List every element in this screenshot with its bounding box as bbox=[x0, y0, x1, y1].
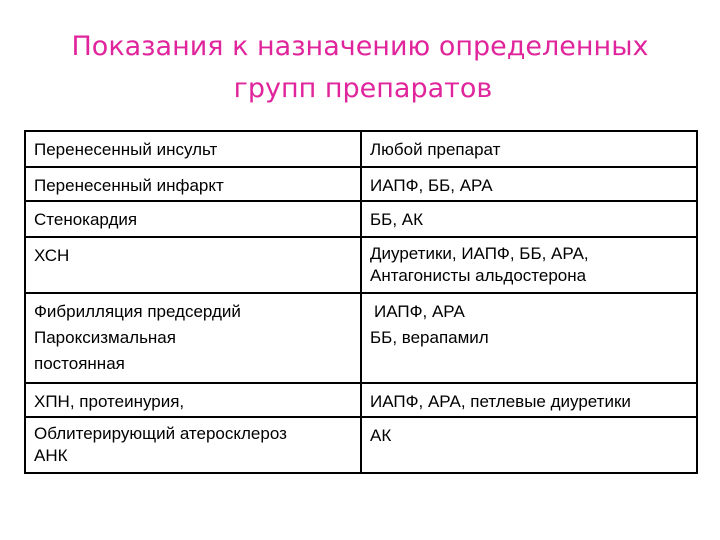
condition-cell bbox=[25, 237, 361, 293]
table-row bbox=[25, 131, 697, 167]
slide-title-line-1: Показания к назначению определенных bbox=[71, 31, 649, 62]
slide-title bbox=[0, 26, 720, 110]
drug-text: ИАПФ, АРА, петлевые диуретики bbox=[370, 392, 631, 411]
condition-text: ХПН, протеинурия, bbox=[34, 392, 185, 411]
drug-text: Любой препарат bbox=[370, 140, 501, 159]
drug-text: ББ, верапамил bbox=[370, 328, 489, 347]
drug-cell bbox=[361, 167, 697, 201]
drug-text: Антагонисты альдостерона bbox=[370, 266, 587, 285]
condition-text: Пароксизмальная bbox=[34, 328, 176, 347]
drug-text: Диуретики, ИАПФ, ББ, АРА, bbox=[370, 244, 589, 263]
drug-text: ББ, АК bbox=[370, 210, 424, 229]
table-row bbox=[25, 237, 697, 293]
table-row bbox=[25, 383, 697, 417]
drug-text: АК bbox=[370, 426, 392, 445]
drug-cell bbox=[361, 293, 697, 383]
condition-cell bbox=[25, 167, 361, 201]
condition-cell bbox=[25, 383, 361, 417]
condition-text: Перенесенный инсульт bbox=[34, 140, 218, 159]
condition-cell bbox=[25, 131, 361, 167]
table-row bbox=[25, 417, 697, 473]
drug-cell bbox=[361, 417, 697, 473]
drug-cell bbox=[361, 131, 697, 167]
table-row bbox=[25, 293, 697, 383]
condition-text: Фибрилляция предсердий bbox=[34, 302, 241, 321]
table-row bbox=[25, 167, 697, 201]
condition-text: Перенесенный инфаркт bbox=[34, 176, 224, 195]
condition-cell bbox=[25, 201, 361, 237]
table-row bbox=[25, 201, 697, 237]
condition-cell bbox=[25, 417, 361, 473]
drug-cell bbox=[361, 237, 697, 293]
drug-text: ИАПФ, АРА bbox=[374, 302, 465, 321]
condition-cell bbox=[25, 293, 361, 383]
condition-text: Облитерирующий атеросклероз bbox=[34, 424, 287, 443]
slide-title-line-2: групп препаратов bbox=[233, 73, 493, 104]
drug-cell bbox=[361, 383, 697, 417]
condition-text: АНК bbox=[34, 446, 68, 465]
condition-text: ХСН bbox=[34, 246, 70, 265]
drug-text: ИАПФ, ББ, АРА bbox=[370, 176, 493, 195]
drug-cell bbox=[361, 201, 697, 237]
indications-table bbox=[24, 130, 698, 474]
condition-text: Стенокардия bbox=[34, 210, 138, 229]
condition-text: постоянная bbox=[34, 354, 125, 373]
